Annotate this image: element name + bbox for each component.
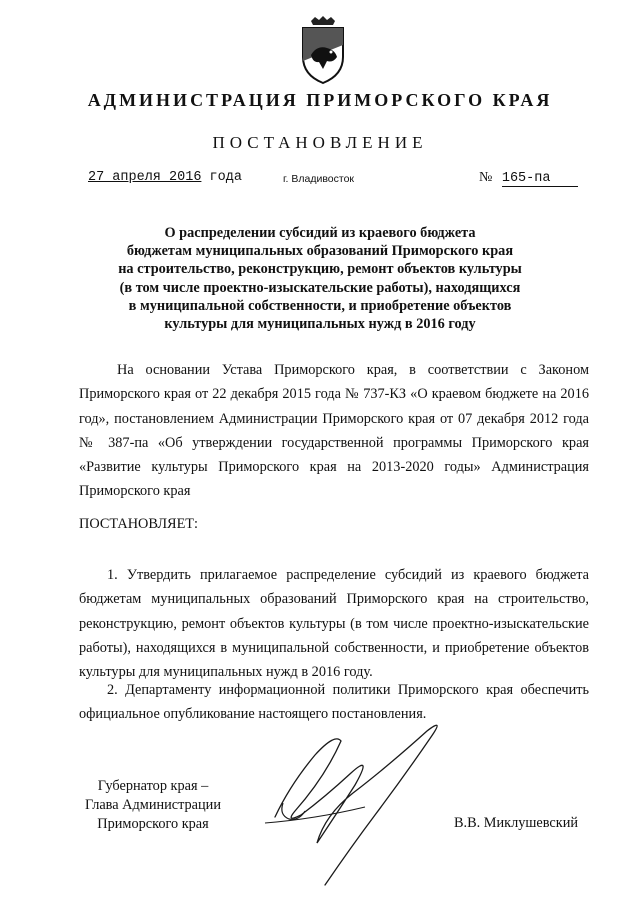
decree-item-2: 2. Департаменту информационной политики Приморского края обеспечить официальное опубликование настоящего постановления. [79,682,589,723]
signatory-position-line: Приморского края [97,816,209,832]
handwritten-signature [255,715,480,900]
document-type: ПОСТАНОВЛЕНИЕ [212,133,428,152]
title-line: в муниципальной собственности, и приобретение объектов [128,297,512,314]
document-date-suffix: года [209,170,242,185]
title-line: на строительство, реконструкцию, ремонт объектов культуры [118,261,522,278]
document-date [88,170,242,185]
decree-heading: ПОСТАНОВЛЯЕТ: [79,516,199,532]
title-line: бюджетам муниципальных образований Приморского края [126,243,514,260]
document-number-prefix: № [479,170,493,185]
preamble-paragraph: На основании Устава Приморского края, в соответствии с Законом Приморского края от 22 декабря 2015 года № 737-КЗ «О краевом бюджете на 2016 год», постановлением Администрации Приморского края от 07 декабря 2012 года № 387-па «Об утверждении государственной программы Приморского края «Развитие культуры Приморского края на 2013-2020 годы» Администрация Приморского края [79,362,589,500]
title-line: (в том числе проектно-изыскательские работы), находящихся [119,279,521,296]
signatory-position-line: Губернатор края – [97,778,209,794]
title-line: культуры для муниципальных нужд в 2016 году [164,316,476,333]
organization-name: АДМИНИСТРАЦИЯ ПРИМОРСКОГО КРАЯ [87,90,553,110]
decree-item-1: 1. Утвердить прилагаемое распределение субсидий из краевого бюджета бюджетам муниципальных образований Приморского края на строительство, реконструкцию, ремонт объектов культуры (в том числе проектно-изыскательские работы), находящихся в муниципальной собственности, и приобретение объектов культуры для муниципальных нужд в 2016 году. [79,567,589,681]
document-number [479,170,578,187]
document-date-value: 27 апреля 2016 [88,170,202,185]
signatory-position-line: Глава Администрации [85,797,221,813]
title-line: О распределении субсидий из краевого бюджета [164,225,476,241]
document-city: г. Владивосток [283,173,355,185]
document-title [60,224,580,333]
signatory-position [78,777,228,834]
coat-of-arms-icon [297,15,349,85]
document-number-value: 165-па [502,171,578,187]
signatory-name: В.В. Миклушевский [454,815,579,831]
